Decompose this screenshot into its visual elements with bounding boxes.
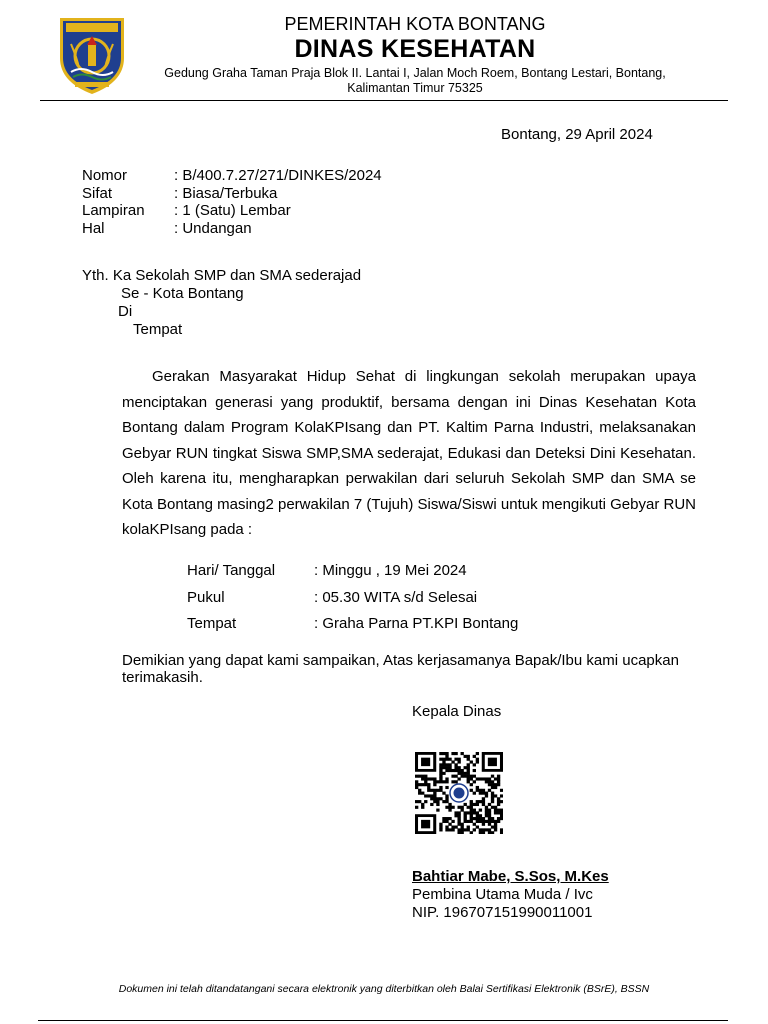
event-row-place (187, 611, 518, 638)
letter-meta (82, 167, 382, 237)
signatory-name: Bahtiar Mabe, S.Sos, M.Kes (412, 868, 609, 885)
recipient-block (82, 267, 361, 339)
event-value: : 05.30 WITA s/d Selesai (314, 588, 478, 606)
office-address (140, 66, 690, 96)
meta-value: : B/400.7.27/271/DINKES/2024 (174, 167, 382, 184)
government-name: PEMERINTAH KOTA BONTANG (284, 14, 546, 34)
event-key: Tempat (187, 615, 237, 632)
event-row-date (187, 558, 518, 585)
signatory-rank: Pembina Utama Muda / Ivc (412, 886, 593, 903)
department-name: DINAS KESEHATAN (294, 35, 536, 63)
closing-paragraph: Demikian yang dapat kami sampaikan, Atas kerjasamanya Bapak/Ibu kami ucapkan terimakasih. (122, 652, 679, 686)
event-details (187, 558, 518, 638)
recipient-line-2: Se - Kota Bontang (121, 285, 244, 302)
meta-value: : Biasa/Terbuka (174, 184, 278, 202)
meta-value: : 1 (Satu) Lembar (174, 202, 291, 219)
letter-date: Bontang, 29 April 2024 (501, 126, 653, 143)
meta-key: Hal (82, 219, 105, 237)
e-signature-footer: Dokumen ini telah ditandatangani secara elektronik yang diterbitkan oleh Balai Sertifikasi Elektronik (BSrE), BSSN (118, 983, 650, 995)
meta-value: : Undangan (174, 219, 252, 237)
meta-row-lampiran (82, 202, 382, 220)
event-key: Pukul (187, 588, 225, 606)
address-line-2: Kalimantan Timur 75325 (347, 81, 483, 95)
event-row-time (187, 585, 518, 612)
qr-code (415, 752, 503, 834)
footer-divider (38, 1020, 728, 1021)
meta-row-sifat (82, 185, 382, 203)
address-line-1: Gedung Graha Taman Praja Blok II. Lantai I, Jalan Moch Roem, Bontang Lestari, Bontang, (164, 66, 666, 80)
signatory-title: Kepala Dinas (412, 703, 502, 720)
letter-body: Gerakan Masyarakat Hidup Sehat di lingkungan sekolah merupakan upaya menciptakan generasi yang produktif, bersama dengan ini Dinas Kesehatan Kota Bontang dalam Program KolaKPIsang dan PT. Kaltim Parna Industri, melaksanakan Gebyar RUN tingkat Siswa SMP,SMA sederajat, Edukasi dan Deteksi Dini Kesehatan. Oleh karena itu, mengharapkan perwakilan dari seluruh Sekolah SMP dan SMA se Kota Bontang masing2 perwakilan 7 (Tujuh) Siswa/Siswi untuk mengikuti Gebyar RUN kolaKPIsang pada : (122, 368, 696, 538)
meta-key: Lampiran (82, 202, 145, 219)
recipient-line-4: Tempat (133, 321, 183, 338)
meta-row-nomor (82, 167, 382, 185)
signatory-nip: NIP. 196707151990011001 (412, 904, 593, 921)
header-divider (40, 100, 728, 101)
meta-row-hal (82, 220, 382, 238)
signatory-block (412, 868, 609, 922)
meta-key: Sifat (82, 184, 113, 202)
recipient-line-1: Yth. Ka Sekolah SMP dan SMA sederajad (82, 267, 362, 284)
event-value: : Graha Parna PT.KPI Bontang (314, 615, 519, 632)
event-value: : Minggu , 19 Mei 2024 (314, 562, 467, 579)
meta-key: Nomor (82, 167, 128, 184)
event-key: Hari/ Tanggal (187, 562, 276, 579)
recipient-line-3: Di (118, 303, 133, 320)
